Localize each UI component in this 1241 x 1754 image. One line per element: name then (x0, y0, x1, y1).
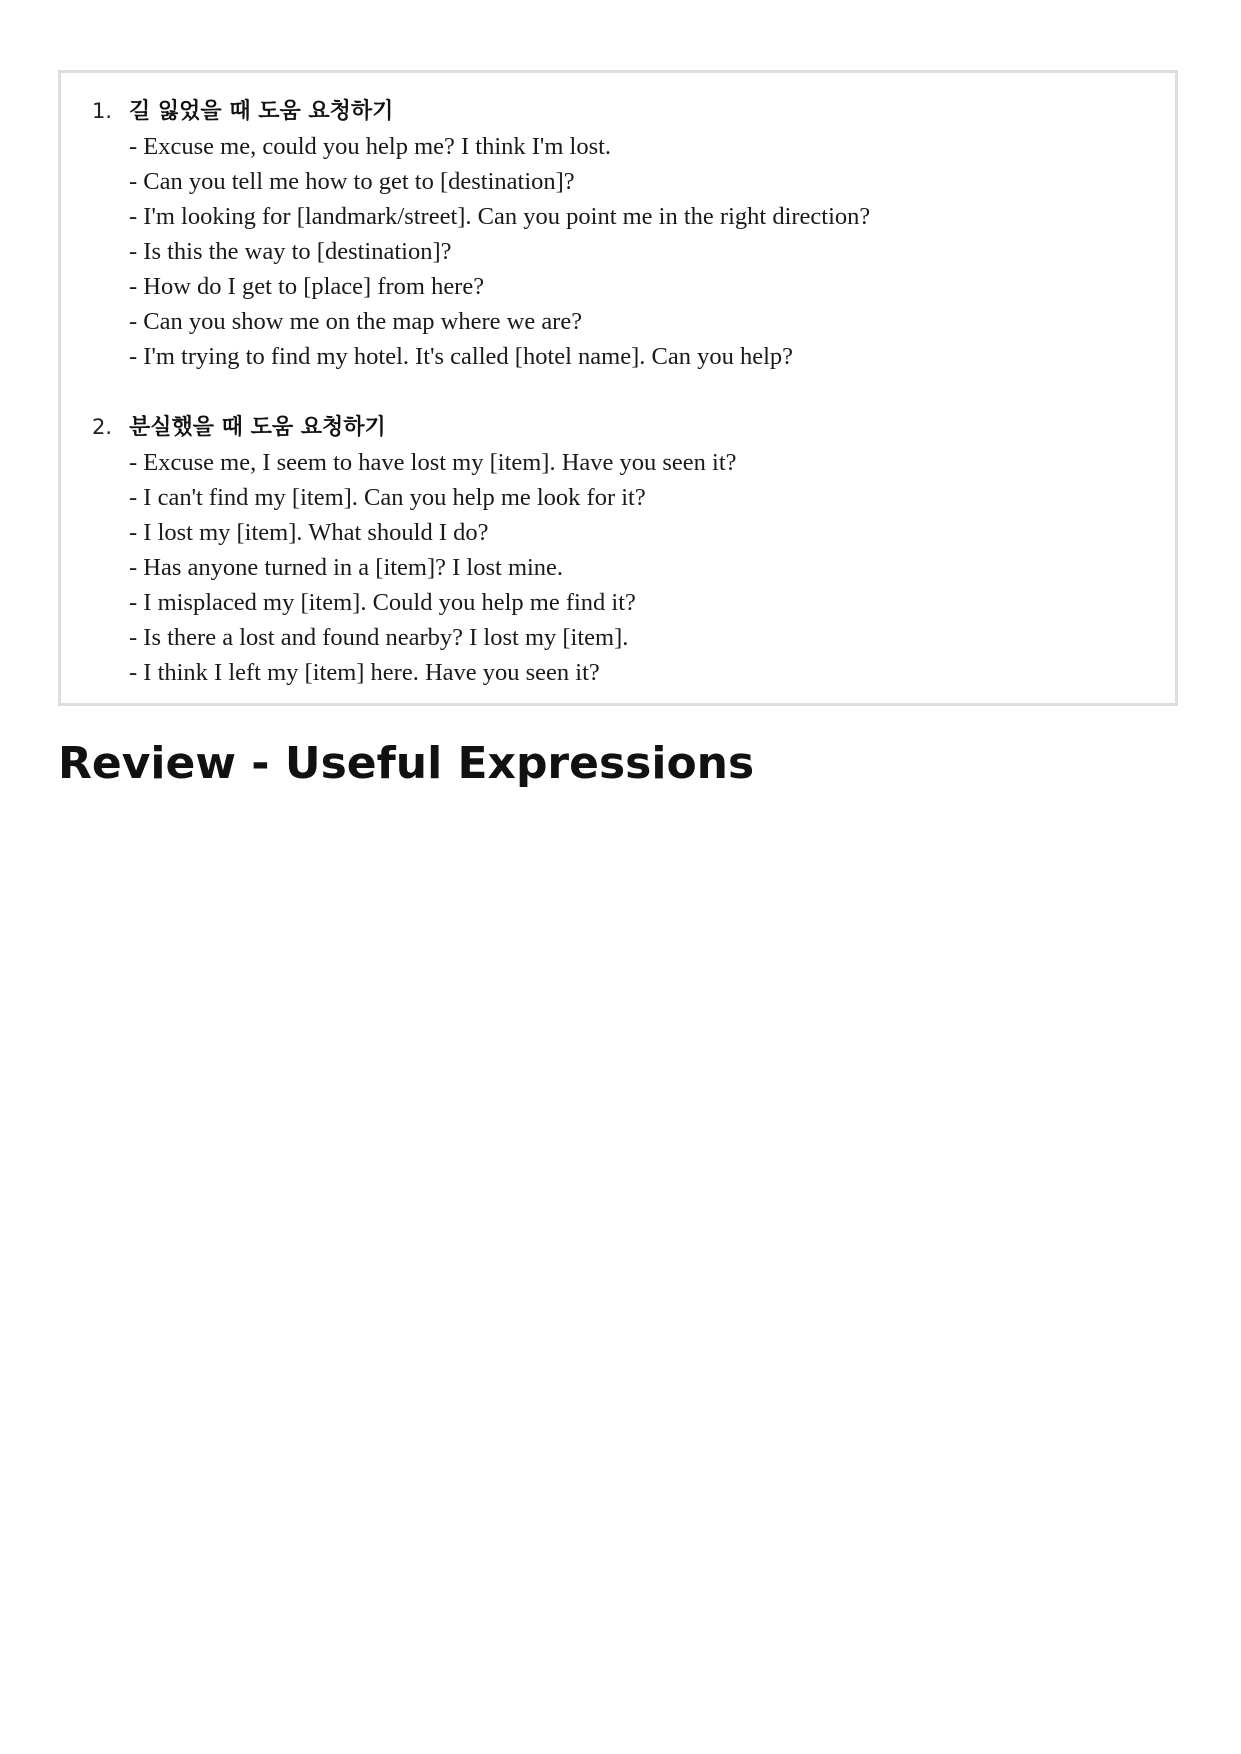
expression-line: - Excuse me, could you help me? I think I'm lost. (129, 133, 612, 160)
section-lost-item (92, 410, 1152, 690)
expression-line: - I can't find my [item]. Can you help me look for it? (129, 484, 646, 511)
expression-line: - Is this the way to [destination]? (129, 238, 452, 265)
expression-line: - How do I get to [place] from here? (129, 273, 485, 300)
expression-list (92, 445, 1152, 690)
expression-line: - Can you show me on the map where we are? (129, 308, 583, 335)
expression-line: - Excuse me, I seem to have lost my [item]. Have you seen it? (129, 449, 737, 476)
section-number: 2. (92, 415, 113, 439)
expression-line: - I misplaced my [item]. Could you help me find it? (129, 589, 636, 616)
expression-line: - I lost my [item]. What should I do? (129, 519, 489, 546)
expression-line: - I'm looking for [landmark/street]. Can you point me in the right direction? (129, 203, 871, 230)
expression-line: - I think I left my [item] here. Have you seen it? (129, 659, 600, 686)
expression-line: - Is there a lost and found nearby? I lost my [item]. (129, 624, 629, 651)
section-heading-row (92, 410, 1152, 445)
section-heading: 길 잃었을 때 도움 요청하기 (129, 99, 394, 124)
section-heading: 분실했을 때 도움 요청하기 (129, 415, 386, 440)
expression-line: - I'm trying to find my hotel. It's called [hotel name]. Can you help? (129, 343, 794, 370)
expression-line: - Has anyone turned in a [item]? I lost mine. (129, 554, 564, 581)
section-lost-way (92, 94, 1152, 374)
section-heading-row (92, 94, 1152, 129)
expression-line: - Can you tell me how to get to [destination]? (129, 168, 575, 195)
review-heading: Review - Useful Expressions (58, 738, 755, 789)
expressions-box (58, 70, 1178, 706)
expression-list (92, 129, 1152, 374)
section-number: 1. (92, 99, 113, 123)
